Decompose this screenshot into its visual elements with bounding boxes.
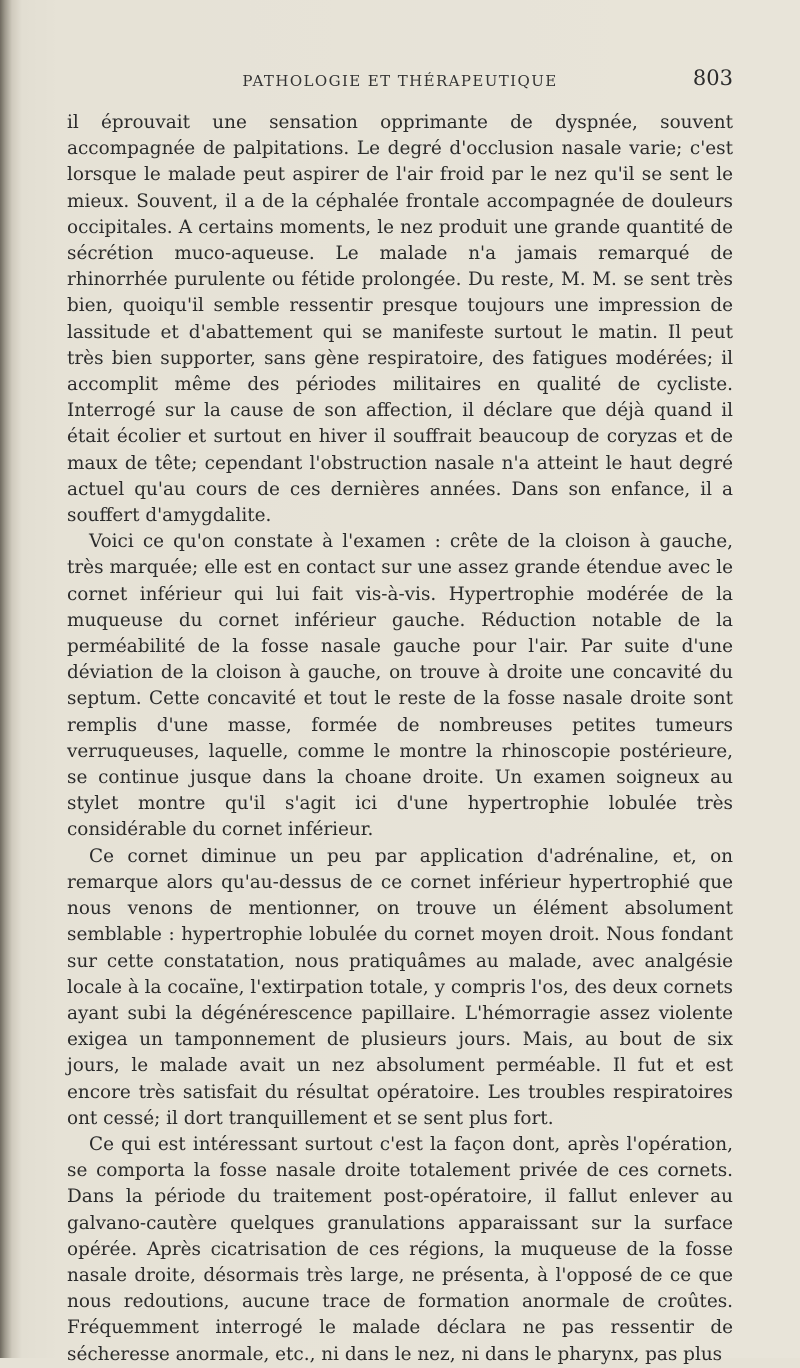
paragraph-2: Voici ce qu'on constate à l'examen : crête de la cloison à gauche, très marquée; elle est en contact sur une assez grande étendue avec le cornet inférieur qui lui fait vis-à-vis. Hypertrophie modérée de la muqueuse du cornet inférieur gauche. Réduction notable de la perméabilité de la fosse nasale gauche pour l'air. Par suite d'une déviation de la cloison à gauche, on trouve à droite une concavité du septum. Cette concavité et tout le reste de la fosse nasale droite sont remplis d'une masse, formée de nombreuses petites tumeurs verruqueuses, laquelle, comme le montre la rhinoscopie postérieure, se continue jusque dans la choane droite. Un examen soigneux au stylet montre qu'il s'agit ici d'une hypertrophie lobulée très considérable du cornet inférieur. (67, 531, 733, 841)
running-title: PATHOLOGIE ET THÉRAPEUTIQUE (242, 72, 558, 90)
page-header (67, 66, 733, 94)
page-number: 803 (692, 66, 733, 90)
paragraph-3: Ce cornet diminue un peu par application d'adrénaline, et, on remarque alors qu'au-dessus de ce cornet inférieur hypertrophié que nous venons de mentionner, on trouve un élément absolument semblable : hypertrophie lobulée du cornet moyen droit. Nous fondant sur cette constatation, nous pratiquâmes au malade, avec analgésie locale à la cocaïne, l'extirpation totale, y compris l'os, des deux cornets ayant subi la dégénérescence papillaire. L'hémorragie assez violente exigea un tamponnement de plusieurs jours. Mais, au bout de six jours, le malade avait un nez absolument perméable. Il fut et est encore très satisfait du résultat opératoire. Les troubles respiratoires ont cessé; il dort tranquillement et se sent plus fort. (67, 845, 733, 1129)
body-text (67, 110, 733, 1368)
paragraph-4: Ce qui est intéressant surtout c'est la façon dont, après l'opération, se comporta la fosse nasale droite totalement privée de ces cornets. Dans la période du traitement post-opératoire, il fallut enlever au galvano-cautère quelques granulations apparaissant sur la surface opérée. Après cicatrisation de ces régions, la muqueuse de la fosse nasale droite, désormais très large, ne présenta, à l'opposé de ce que nous redoutions, aucune trace de formation anormale de croûtes. Fréquemment interrogé le malade déclara ne pas ressentir de sécheresse anormale, etc., ni dans le nez, ni dans le pharynx, pas plus (67, 1133, 733, 1365)
paragraph-1: il éprouvait une sensation opprimante de dyspnée, souvent accompagnée de palpitations. Le degré d'occlusion nasale varie; c'est lorsque le malade peut aspirer de l'air froid par le nez qu'il se sent le mieux. Souvent, il a de la céphalée frontale accompagnée de douleurs occipitales. A certains moments, le nez produit une grande quantité de sécrétion muco-aqueuse. Le malade n'a jamais remarqué de rhinorrhée purulente ou fétide prolongée. Du reste, M. M. se sent très bien, quoiqu'il semble ressentir presque toujours une impression de lassitude et d'abattement qui se manifeste surtout le matin. Il peut très bien supporter, sans gène respiratoire, des fatigues modérées; il accomplit même des périodes militaires en qualité de cycliste. Interrogé sur la cause de son affection, il déclare que déjà quand il était écolier et surtout en hiver il souffrait beaucoup de coryzas et de maux de tête; cependant l'obstruction nasale n'a atteint le haut degré actuel qu'au cours de ces dernières années. Dans son enfance, il a souffert d'amygdalite. (67, 112, 733, 527)
